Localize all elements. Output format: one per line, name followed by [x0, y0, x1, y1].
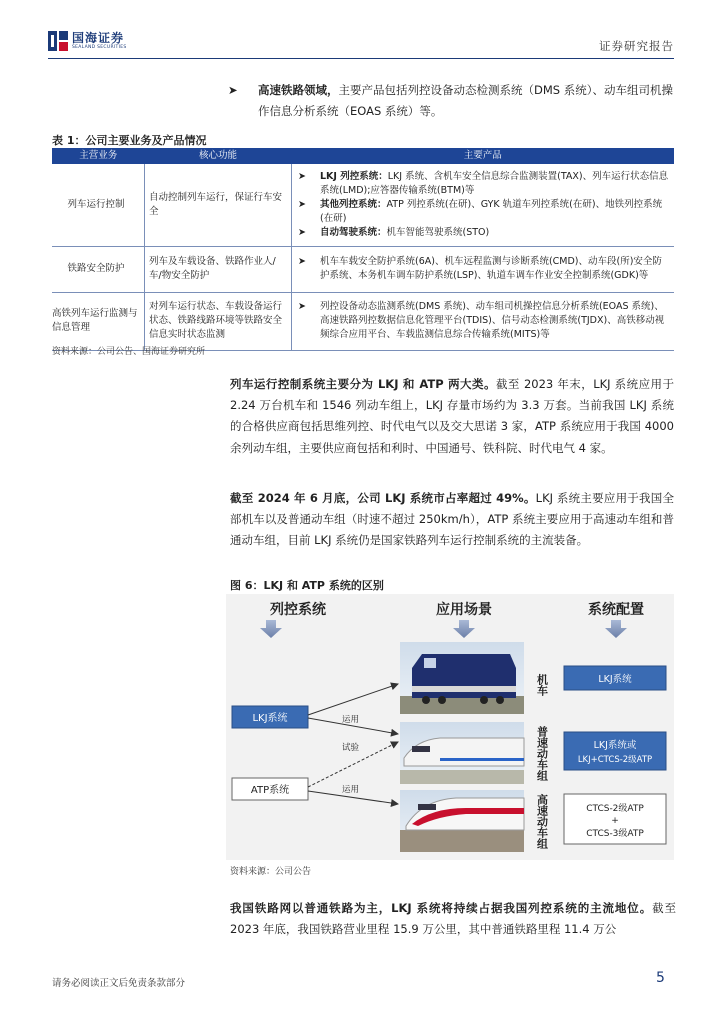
- scenario-high-speed: 高速动车组: [535, 794, 549, 849]
- down-arrow-icon: [260, 620, 627, 638]
- edge-label-trial: 试验: [342, 743, 360, 753]
- logo-mark-icon: [48, 31, 68, 51]
- table-row: [52, 246, 674, 292]
- row-function: 列车及车载设备、铁路作业人/车/物安全防护: [145, 246, 292, 292]
- brand-logo: [48, 30, 127, 52]
- table-row: [52, 292, 674, 350]
- config-ctcs3: CTCS-3级ATP: [586, 829, 644, 839]
- atp-system-label: ATP系统: [250, 785, 290, 796]
- product-item: ➤ LKJ 列控系统：LKJ 系统、含机车安全信息综合监测装置(TAX)、列车运行状态信息系统(LMD);应答器传输系统(BTM)等: [298, 170, 669, 196]
- row-products: [292, 164, 675, 246]
- config-lkj-ctcs2: LKJ+CTCS-2级ATP: [577, 755, 653, 765]
- config-lkj-or: LKJ系统或: [593, 740, 637, 751]
- scenario-label-emu: [536, 725, 549, 781]
- para1-lead: 列车运行控制系统主要分为 LKJ 和 ATP 两大类。: [230, 377, 496, 391]
- figure-lkj-atp: [226, 594, 674, 860]
- paragraph-market-share: [230, 488, 674, 552]
- lkj-system-label: LKJ系统: [252, 713, 288, 724]
- row-business: 铁路安全防护: [52, 246, 145, 292]
- bullet-arrow-icon: ➤: [298, 198, 306, 210]
- logo-name: 国海证券: [72, 30, 125, 45]
- intro-bullet-text: 主要产品包括列控设备动态检测系统（DMS 系统）、动车组司机操作信息分析系统（EOAS 系统）等。: [258, 83, 673, 118]
- para3-lead: 我国铁路网以普通铁路为主，LKJ 系统将持续占据我国列控系统的主流地位。: [230, 901, 653, 915]
- table-row: [52, 164, 674, 246]
- row-function: 自动控制列车运行，保证行车安全: [145, 164, 292, 246]
- col-header-scenarios: 应用场景: [436, 602, 492, 618]
- scenario-label-locomotive: [536, 673, 549, 697]
- bullet-arrow-icon: ➤: [298, 301, 306, 312]
- para1-text: 截至 2023 年末，LKJ 系统应用于 2.24 万台机车和 1546 列动车组上，LKJ 存量市场约为 3.3 万套。当前我国 LKJ 系统的合格供应商包括思维列控、时代电气以及交大思诺 3 家，ATP 系统应用于我国 4000 余列动车组，主要供应商包括和利时、中国通号、铁科院、时代电气 4 家。: [230, 377, 675, 455]
- scenario-emu: 普速动车组: [535, 726, 549, 781]
- scenario-locomotive: 机车: [535, 674, 549, 696]
- paragraph-lkj-atp: [230, 374, 674, 459]
- table-source: 资料来源：公司公告、国海证券研究所: [52, 347, 206, 357]
- header-products: 主要产品: [292, 148, 675, 164]
- col-header-config: 系统配置: [588, 602, 644, 618]
- product-item: ➤ 机车车载安全防护系统(6A)、机车远程监测与诊断系统(CMD)、动车段(所)安全防护系统、本务机车调车防护系统(LSP)、轨道车调车作业安全控制系统(GDK)等: [298, 256, 662, 281]
- figure-source: 资料来源：公司公告: [230, 867, 312, 877]
- edge-label-use: 运用: [342, 715, 360, 725]
- high-speed-train-photo: [400, 790, 524, 852]
- intro-bullet-heading: 高速铁路领域，: [258, 83, 339, 97]
- header-function: 核心功能: [145, 148, 292, 164]
- row-products: [292, 246, 675, 292]
- table-header-row: [52, 148, 674, 164]
- product-item: ➤ 其他列控系统：ATP 列控系统(在研)、GYK 轨道车列控系统(在研)、地铁列控系统(在研): [298, 198, 663, 224]
- row-business: 高铁列车运行监测与信息管理: [52, 292, 145, 350]
- row-function: 对列车运行状态、车载设备运行状态、铁路线路环境等铁路安全信息实时状态监测: [145, 292, 292, 350]
- report-type: 证券研究报告: [599, 39, 674, 53]
- header-business: 主营业务: [52, 148, 145, 164]
- para2-text: LKJ 系统主要应用于我国全部机车以及普通动车组（时速不超过 250km/h），ATP 系统主要应用于高速动车组和普通动车组，目前 LKJ 系统仍是国家铁路列车运行控制系统的主流装备。: [230, 491, 674, 548]
- business-table: [52, 148, 674, 351]
- footer-disclaimer: 请务必阅读正文后免责条款部分: [52, 978, 186, 989]
- table-title: 表 1：公司主要业务及产品情况: [52, 134, 207, 147]
- logo-english: SEALAND SECURITIES: [72, 44, 127, 50]
- config-ctcs2: CTCS-2级ATP: [586, 804, 644, 814]
- row-business: 列车运行控制: [52, 164, 145, 246]
- paragraph-network: [230, 898, 676, 940]
- scenario-label-high-speed: [536, 793, 549, 849]
- intro-bullet: [228, 80, 674, 122]
- header-divider: [48, 58, 674, 59]
- row-products: [292, 292, 675, 350]
- bullet-arrow-icon: ➤: [228, 83, 238, 97]
- config-lkj: LKJ系统: [598, 674, 632, 685]
- product-item: ➤ 自动驾驶系统：机车智能驾驶系统(STO): [298, 226, 490, 238]
- para2-lead: 截至 2024 年 6 月底，公司 LKJ 系统市占率超过 49%。: [230, 491, 536, 505]
- bullet-arrow-icon: ➤: [298, 170, 306, 182]
- edge-label-use: 运用: [342, 785, 360, 795]
- emu-photo: [400, 722, 524, 784]
- page-number: 5: [656, 970, 665, 986]
- locomotive-photo: [400, 642, 524, 714]
- figure-title: 图 6：LKJ 和 ATP 系统的区别: [230, 579, 384, 592]
- bullet-arrow-icon: ➤: [298, 226, 306, 238]
- col-header-systems: 列控系统: [270, 602, 326, 618]
- bullet-arrow-icon: ➤: [298, 256, 306, 267]
- product-item: ➤ 列控设备动态监测系统(DMS 系统)、动车组司机操控信息分析系统(EOAS 系统)、高速铁路列控数据信息化管理平台(TDIS)、信号动态检测系统(TJDX)、高铁移动视频综合应用平台、车载监测信息综合传输系统(MITS)等: [298, 301, 665, 340]
- config-plus: +: [611, 816, 619, 826]
- para3-text: 截至 2023 年底，我国铁路营业里程 15.9 万公里，其中普通铁路里程 11.4 万公: [230, 901, 676, 937]
